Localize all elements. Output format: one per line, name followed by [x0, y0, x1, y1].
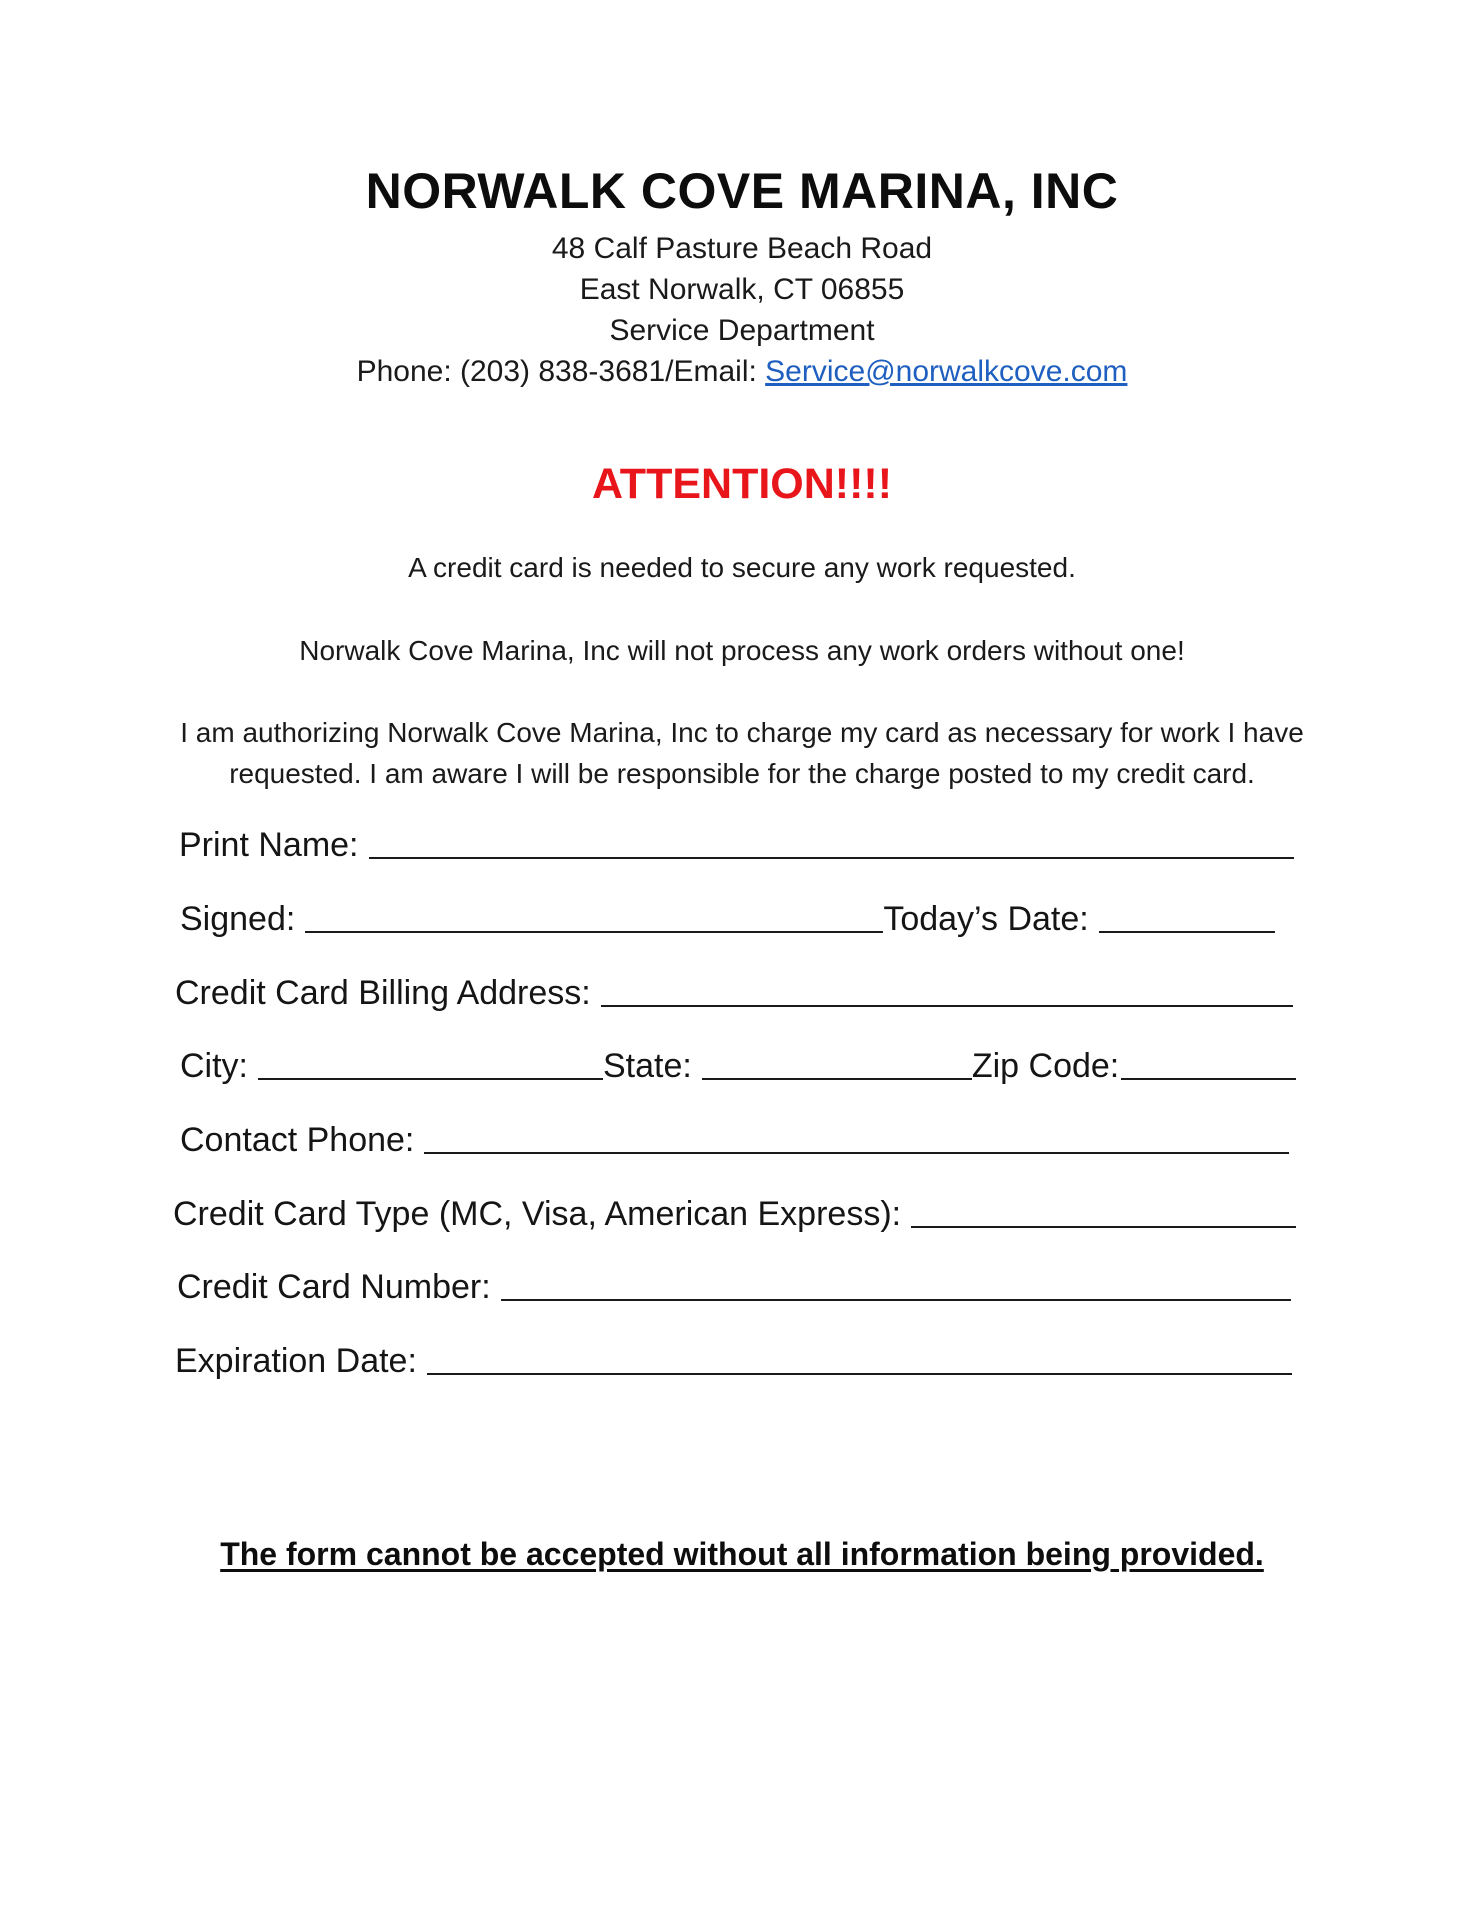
contact-phone-label: Contact Phone: — [180, 1121, 415, 1159]
card-number-field[interactable] — [501, 1269, 1291, 1301]
city-state-zip-row — [180, 1047, 1296, 1086]
email-link[interactable]: Service@norwalkcove.com — [765, 355, 1128, 388]
card-type-label: Credit Card Type (MC, Visa, American Express): — [173, 1195, 902, 1233]
print-name-label: Print Name: — [179, 826, 359, 864]
form-requirement-note: The form cannot be accepted without all information being provided. — [220, 1536, 1264, 1572]
notice-credit-card-needed: A credit card is needed to secure any work requested. — [408, 552, 1076, 583]
expiration-label: Expiration Date: — [175, 1342, 417, 1380]
billing-address-row — [175, 974, 1293, 1013]
zip-code-field[interactable] — [1121, 1048, 1296, 1080]
todays-date-label: Today’s Date: — [883, 900, 1089, 938]
notice-no-processing: Norwalk Cove Marina, Inc will not process any work orders without one! — [299, 635, 1185, 666]
notice-authorization-line1: I am authorizing Norwalk Cove Marina, Inc to charge my card as necessary for work I have — [180, 717, 1304, 748]
print-name-field[interactable] — [369, 827, 1294, 859]
notice-authorization-line2: requested. I am aware I will be responsible for the charge posted to my credit card. — [229, 758, 1255, 789]
contact-line — [0, 355, 1484, 389]
todays-date-field[interactable] — [1099, 901, 1275, 933]
state-field[interactable] — [702, 1048, 972, 1080]
billing-address-label: Credit Card Billing Address: — [175, 974, 591, 1012]
city-label: City: — [180, 1047, 248, 1085]
company-name: NORWALK COVE MARINA, INC — [365, 163, 1119, 219]
street-address: 48 Calf Pasture Beach Road — [551, 232, 933, 265]
print-name-row — [179, 826, 1294, 865]
zip-code-label: Zip Code: — [971, 1047, 1120, 1085]
billing-address-field[interactable] — [601, 975, 1293, 1007]
state-label: State: — [603, 1047, 692, 1085]
signature-field[interactable] — [305, 901, 883, 933]
contact-phone-field[interactable] — [424, 1122, 1289, 1154]
attention-heading: ATTENTION!!!! — [591, 460, 893, 508]
city-state-zip: East Norwalk, CT 06855 — [579, 273, 905, 306]
department-name: Service Department — [609, 314, 875, 347]
card-type-row — [173, 1195, 1296, 1234]
expiration-row — [175, 1342, 1292, 1381]
expiration-date-field[interactable] — [427, 1343, 1292, 1375]
city-field[interactable] — [258, 1048, 603, 1080]
card-number-row — [177, 1268, 1291, 1307]
signed-label: Signed: — [180, 900, 296, 938]
card-number-label: Credit Card Number: — [177, 1268, 491, 1306]
phone-text: Phone: (203) 838-3681/Email: — [356, 355, 766, 388]
signed-row — [180, 900, 1275, 939]
contact-phone-row — [180, 1121, 1289, 1160]
card-type-field[interactable] — [911, 1196, 1296, 1228]
